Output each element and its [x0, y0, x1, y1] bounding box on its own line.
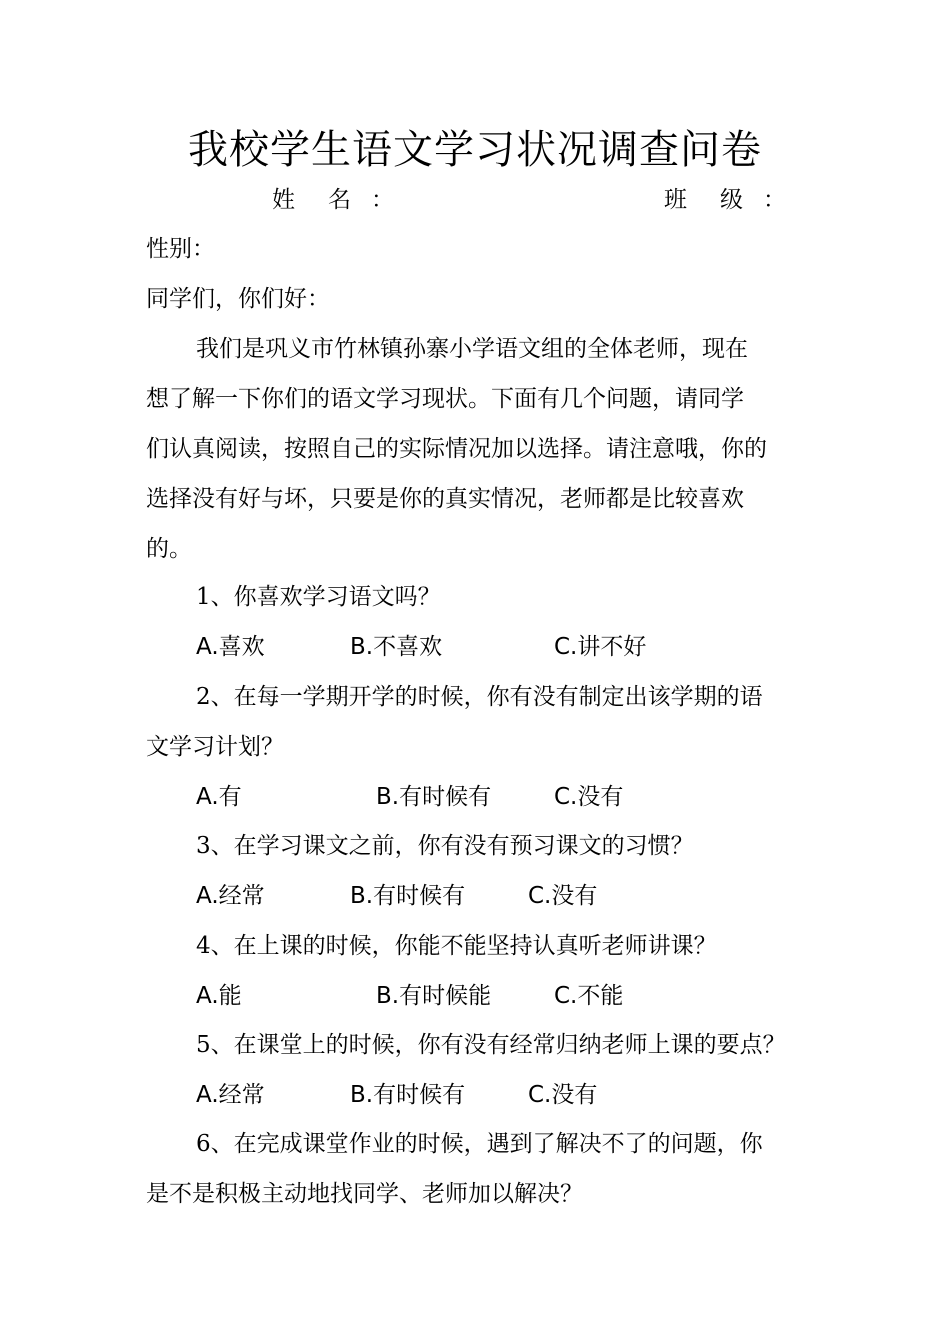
- question-5: 5、在课堂上的时候，你有没有经常归纳老师上课的要点？: [196, 1032, 786, 1058]
- class-char-2: 级: [720, 187, 743, 213]
- q3-option-b[interactable]: B.有时候有: [350, 883, 466, 909]
- intro-line-2: 想了解一下你们的语文学习现状。下面有几个问题，请同学: [146, 386, 744, 412]
- q4-option-c[interactable]: C.不能: [554, 983, 624, 1009]
- q2-option-a[interactable]: A.有: [196, 784, 242, 810]
- name-char-2: 名: [328, 187, 351, 213]
- class-colon: ：: [763, 187, 786, 213]
- gender-field-label: 性别：: [146, 236, 215, 262]
- q1-option-a[interactable]: A.喜欢: [196, 634, 265, 660]
- name-char-1: 姓: [272, 187, 295, 213]
- q4-option-a[interactable]: A.能: [196, 983, 242, 1009]
- intro-line-5: 的。: [146, 536, 192, 562]
- q5-option-c[interactable]: C.没有: [528, 1082, 598, 1108]
- q5-option-a[interactable]: A.经常: [196, 1082, 265, 1108]
- q4-option-b[interactable]: B.有时候能: [376, 983, 492, 1009]
- q1-option-b[interactable]: B.不喜欢: [350, 634, 443, 660]
- question-2-line-1: 2、在每一学期开学的时候，你有没有制定出该学期的语: [196, 684, 763, 710]
- q3-option-c[interactable]: C.没有: [528, 883, 598, 909]
- intro-line-4: 选择没有好与坏，只要是你的真实情况，老师都是比较喜欢: [146, 486, 744, 512]
- name-field-label: [272, 183, 394, 217]
- intro-line-1: 我们是巩义市竹林镇孙寨小学语文组的全体老师，现在: [196, 336, 748, 362]
- q2-option-b[interactable]: B.有时候有: [376, 784, 492, 810]
- intro-line-3: 们认真阅读，按照自己的实际情况加以选择。请注意哦，你的: [146, 436, 767, 462]
- question-4: 4、在上课的时候，你能不能坚持认真听老师讲课？: [196, 933, 717, 959]
- class-char-1: 班: [664, 187, 687, 213]
- name-colon: ：: [371, 187, 394, 213]
- greeting: 同学们，你们好：: [146, 286, 330, 312]
- question-1: 1、你喜欢学习语文吗？: [196, 584, 441, 610]
- q3-option-a[interactable]: A.经常: [196, 883, 265, 909]
- question-3: 3、在学习课文之前，你有没有预习课文的习惯？: [196, 833, 694, 859]
- question-6-line-2: 是不是积极主动地找同学、老师加以解决？: [146, 1181, 583, 1207]
- q2-option-c[interactable]: C.没有: [554, 784, 624, 810]
- q1-option-c[interactable]: C.讲不好: [554, 634, 647, 660]
- page-title: 我校学生语文学习状况调查问卷: [188, 127, 762, 173]
- question-6-line-1: 6、在完成课堂作业的时候，遇到了解决不了的问题，你: [196, 1131, 763, 1157]
- question-2-line-2: 文学习计划？: [146, 734, 284, 760]
- class-field-label: [664, 183, 786, 217]
- q5-option-b[interactable]: B.有时候有: [350, 1082, 466, 1108]
